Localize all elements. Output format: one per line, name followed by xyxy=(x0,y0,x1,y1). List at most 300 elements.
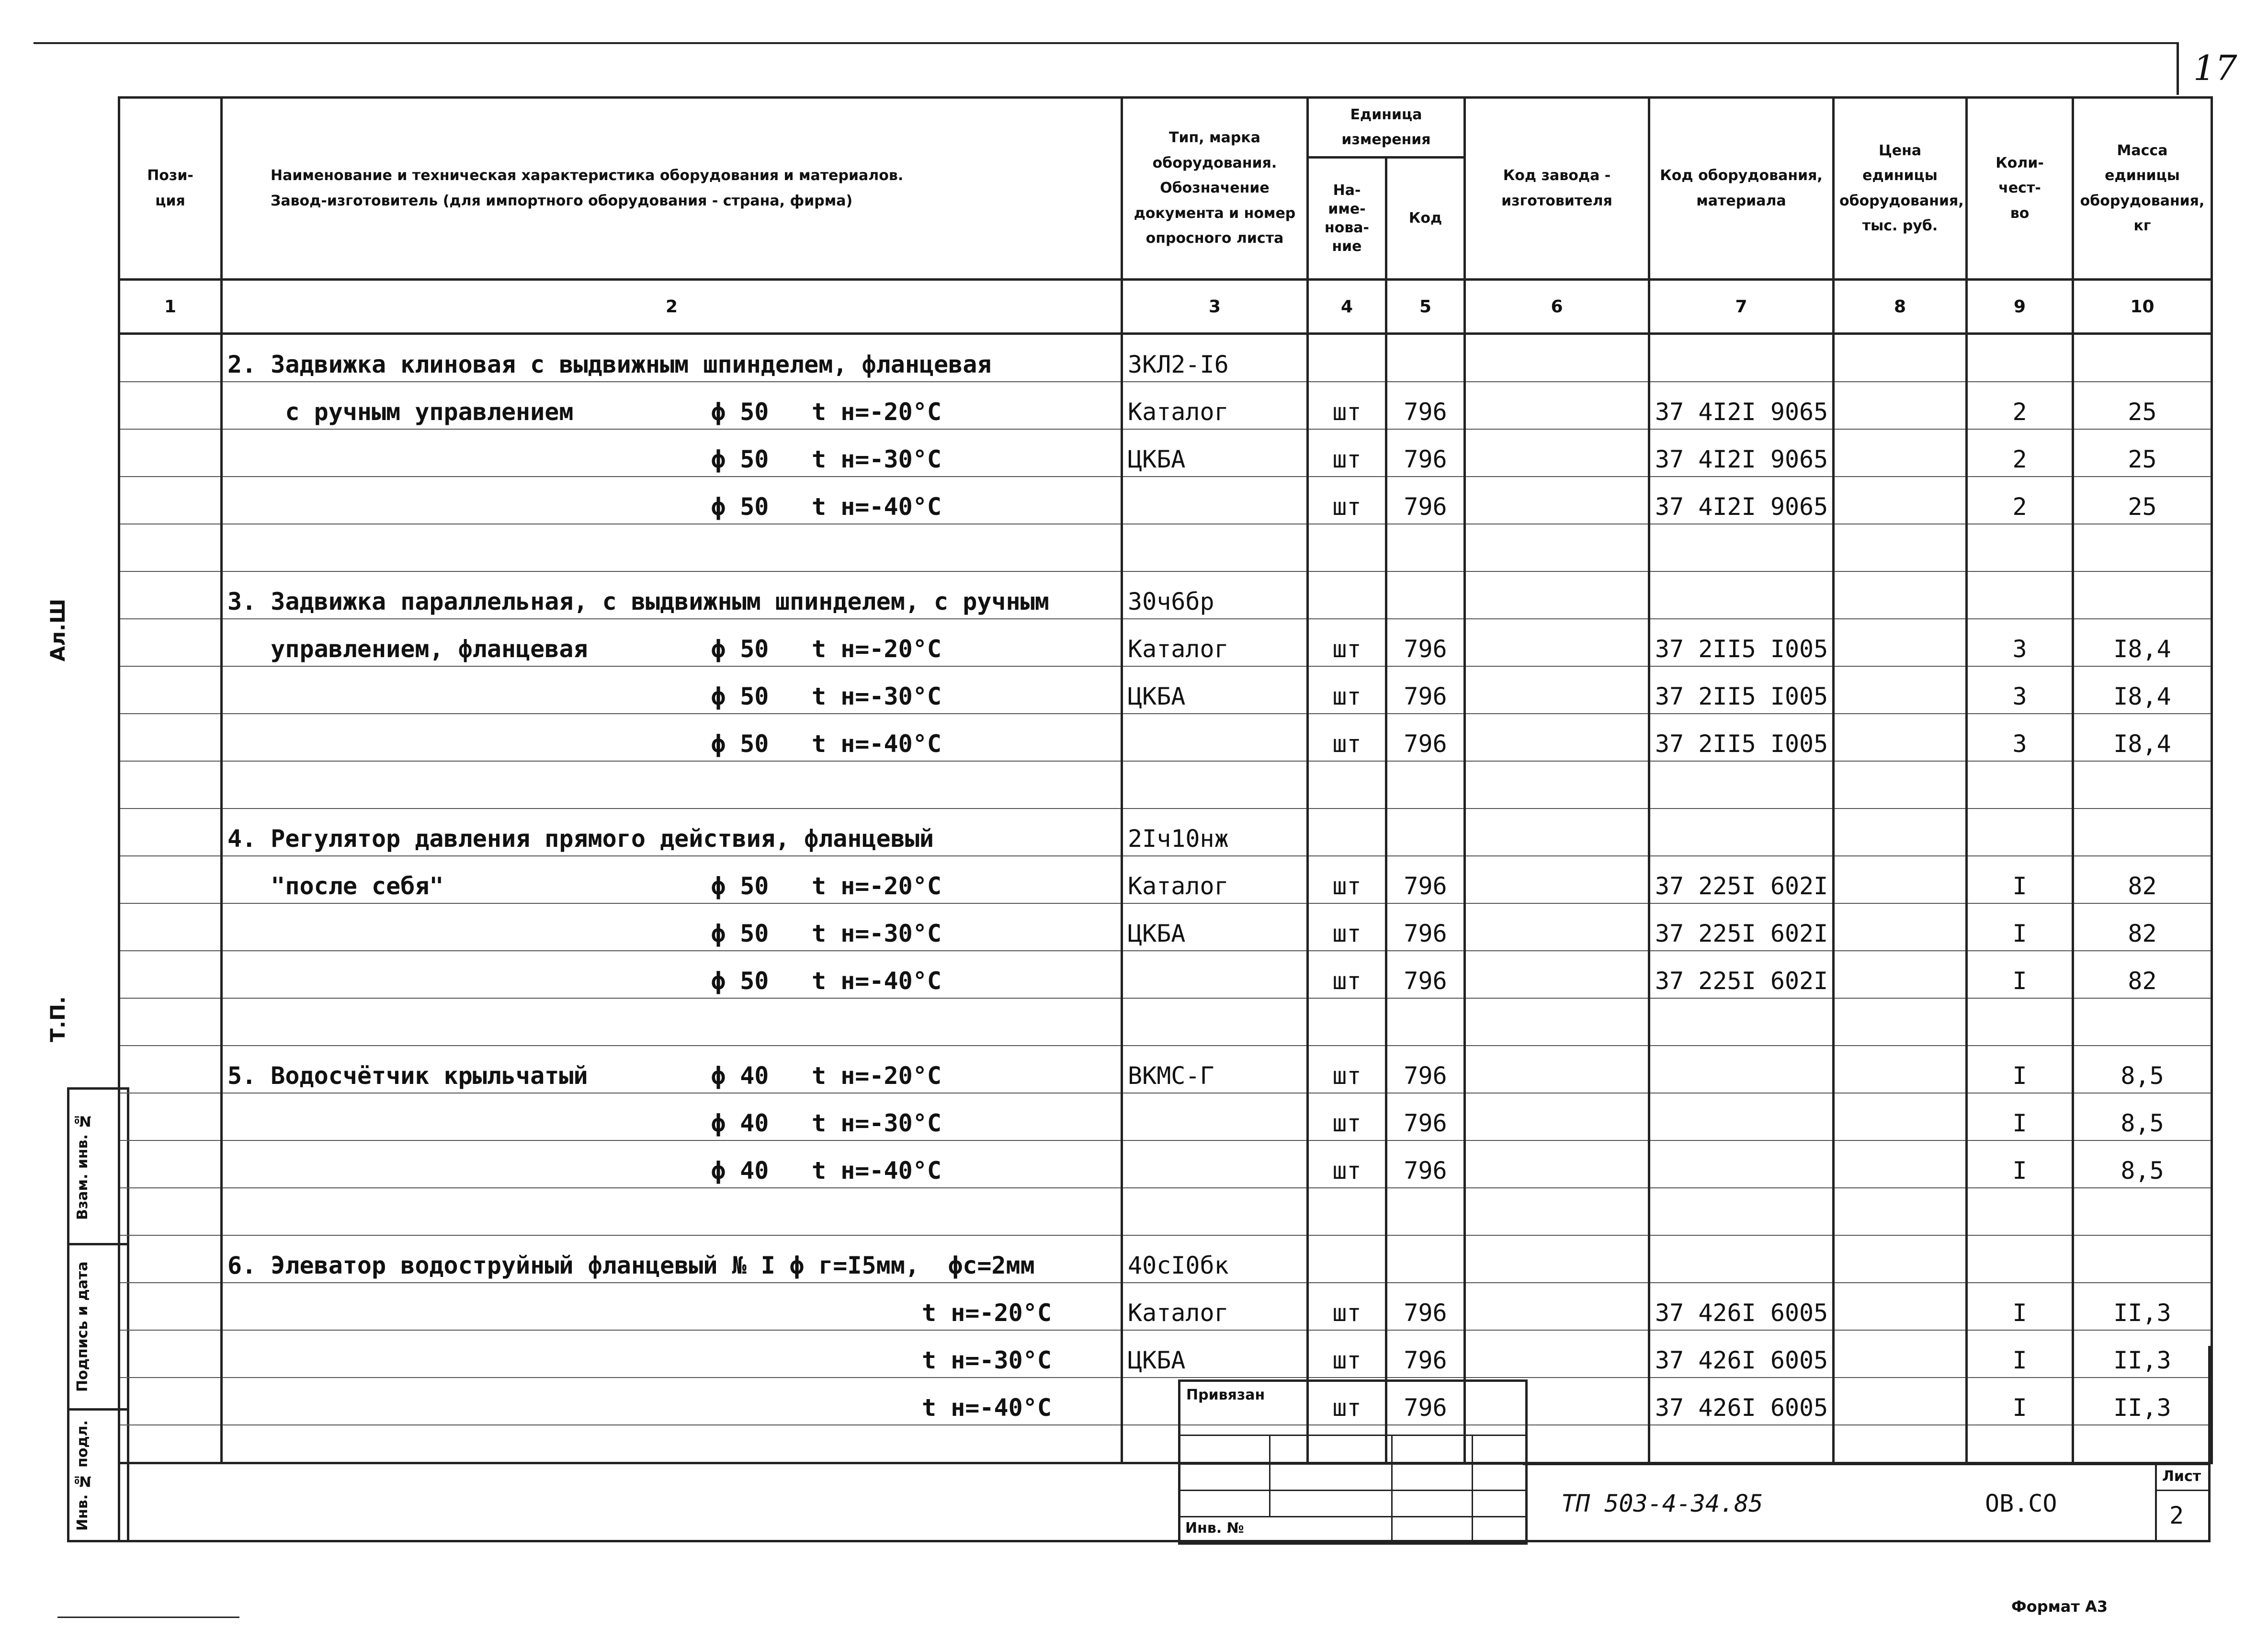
cell-mass: 82 xyxy=(2073,856,2212,903)
cell-factory-code xyxy=(1465,761,1649,809)
table-row xyxy=(119,761,2212,809)
format-label: Формат А3 xyxy=(2011,1597,2108,1616)
column-numbers-row xyxy=(119,280,2212,334)
cell-unit: шт xyxy=(1308,1378,1386,1425)
cell-mass: I8,4 xyxy=(2073,666,2212,714)
cell-name xyxy=(222,856,1122,903)
cell-name xyxy=(222,1093,1122,1140)
item-temperature: t н=-20°С xyxy=(922,1299,1052,1327)
cell-unit xyxy=(1308,571,1386,619)
cell-factory-code xyxy=(1465,619,1649,666)
cell-price xyxy=(1834,477,1967,524)
cell-price xyxy=(1834,429,1967,477)
cell-quantity xyxy=(1967,998,2073,1046)
item-diameter: ϕ 50 xyxy=(711,730,769,758)
cell-position xyxy=(119,619,222,666)
item-name: с ручным управлением xyxy=(227,398,574,426)
cell-price xyxy=(1834,1188,1967,1235)
cell-position xyxy=(119,571,222,619)
cell-equipment-code: 37 225I 602I xyxy=(1649,951,1834,998)
cell-name xyxy=(222,429,1122,477)
item-diameter: ϕ 40 xyxy=(711,1062,769,1090)
cell-unit: шт xyxy=(1308,903,1386,951)
cell-quantity: I xyxy=(1967,1093,2073,1140)
cell-unit xyxy=(1308,334,1386,382)
cell-equipment-code xyxy=(1649,809,1834,856)
table-row xyxy=(119,666,2212,714)
side-label-tp: Т.П. xyxy=(46,996,69,1042)
cell-equipment-code: 37 2II5 I005 xyxy=(1649,619,1834,666)
cell-unit-code: 796 xyxy=(1386,429,1465,477)
table-row xyxy=(119,1046,2212,1093)
cell-type: Каталог xyxy=(1122,382,1308,429)
document-mark: ОВ.СО xyxy=(1985,1490,2057,1517)
cell-price xyxy=(1834,334,1967,382)
cell-type xyxy=(1122,951,1308,998)
cell-unit: шт xyxy=(1308,1140,1386,1188)
cell-price xyxy=(1834,998,1967,1046)
cell-quantity: I xyxy=(1967,1283,2073,1330)
cell-mass: II,3 xyxy=(2073,1330,2212,1378)
cell-mass: 8,5 xyxy=(2073,1093,2212,1140)
stamp-privyazan-label: Привязан xyxy=(1186,1387,1265,1403)
cell-unit-code: 796 xyxy=(1386,666,1465,714)
cell-unit: шт xyxy=(1308,1046,1386,1093)
cell-name xyxy=(222,619,1122,666)
item-temperature: t н=-40°С xyxy=(812,1157,941,1185)
stamp-line xyxy=(1180,1516,1525,1517)
header-type: Тип, марка оборудования. Обозначение документа и номер опросного листа xyxy=(1122,98,1308,280)
cell-position xyxy=(119,998,222,1046)
cell-unit-code: 796 xyxy=(1386,619,1465,666)
cell-factory-code xyxy=(1465,1235,1649,1283)
cell-factory-code xyxy=(1465,382,1649,429)
cell-factory-code xyxy=(1465,666,1649,714)
col-num: 6 xyxy=(1465,280,1649,334)
cell-price xyxy=(1834,761,1967,809)
cell-factory-code xyxy=(1465,903,1649,951)
cell-factory-code xyxy=(1465,571,1649,619)
cell-position xyxy=(119,1425,222,1463)
cell-quantity xyxy=(1967,1188,2073,1235)
cell-equipment-code xyxy=(1649,524,1834,571)
table-row xyxy=(119,1235,2212,1283)
cell-factory-code xyxy=(1465,1330,1649,1378)
cell-unit-code xyxy=(1386,809,1465,856)
cell-position xyxy=(119,1140,222,1188)
cell-price xyxy=(1834,571,1967,619)
cell-quantity xyxy=(1967,761,2073,809)
cell-name xyxy=(222,761,1122,809)
table-row xyxy=(119,856,2212,903)
cell-mass: 8,5 xyxy=(2073,1046,2212,1093)
cell-position xyxy=(119,1046,222,1093)
cell-mass xyxy=(2073,761,2212,809)
cell-quantity: I xyxy=(1967,1140,2073,1188)
header-unit-name: На- име- нова- ние xyxy=(1308,158,1386,280)
header-mass: Масса единицы оборудования, кг xyxy=(2073,98,2212,280)
item-diameter: ϕ 50 xyxy=(711,683,769,710)
cell-name xyxy=(222,524,1122,571)
cell-position xyxy=(119,1330,222,1378)
cell-quantity: 2 xyxy=(1967,429,2073,477)
cell-quantity xyxy=(1967,1425,2073,1463)
list-number: 2 xyxy=(2169,1502,2184,1529)
cell-quantity: I xyxy=(1967,1046,2073,1093)
cell-price xyxy=(1834,1046,1967,1093)
cell-position xyxy=(119,477,222,524)
cell-factory-code xyxy=(1465,429,1649,477)
cell-unit-code: 796 xyxy=(1386,903,1465,951)
sheet-corner-line xyxy=(2177,42,2179,95)
cell-equipment-code xyxy=(1649,334,1834,382)
cell-price xyxy=(1834,524,1967,571)
cell-unit: шт xyxy=(1308,666,1386,714)
cell-price xyxy=(1834,714,1967,761)
cell-factory-code xyxy=(1465,524,1649,571)
specification-table xyxy=(118,96,2213,1464)
item-name: 4. Регулятор давления прямого действия, фланцевый xyxy=(227,825,934,853)
table-row xyxy=(119,1093,2212,1140)
cell-position xyxy=(119,429,222,477)
cell-type xyxy=(1122,761,1308,809)
cell-unit-code xyxy=(1386,761,1465,809)
table-row xyxy=(119,429,2212,477)
header-position: Пози- ция xyxy=(119,98,222,280)
cell-factory-code xyxy=(1465,1093,1649,1140)
cell-mass xyxy=(2073,524,2212,571)
cell-position xyxy=(119,856,222,903)
header-price: Цена единицы оборудования, тыс. руб. xyxy=(1834,98,1967,280)
cell-type: Каталог xyxy=(1122,1283,1308,1330)
cell-factory-code xyxy=(1465,477,1649,524)
cell-unit-code: 796 xyxy=(1386,1093,1465,1140)
cell-mass xyxy=(2073,571,2212,619)
cell-mass: II,3 xyxy=(2073,1378,2212,1425)
cell-price xyxy=(1834,809,1967,856)
header-name: Наименование и техническая характеристика оборудования и материалов. Завод-изготовитель (для импортного оборудования - страна, фирма) xyxy=(222,98,1122,280)
cell-name xyxy=(222,1188,1122,1235)
cell-type: 2Iч10нж xyxy=(1122,809,1308,856)
cell-price xyxy=(1834,1425,1967,1463)
cell-equipment-code: 37 225I 602I xyxy=(1649,903,1834,951)
cell-type xyxy=(1122,998,1308,1046)
cell-unit: шт xyxy=(1308,382,1386,429)
cell-equipment-code: 37 4I2I 9065 xyxy=(1649,382,1834,429)
cell-price xyxy=(1834,619,1967,666)
cell-factory-code xyxy=(1465,1046,1649,1093)
cell-equipment-code: 37 225I 602I xyxy=(1649,856,1834,903)
item-temperature: t н=-20°С xyxy=(812,635,941,663)
frame-bottom xyxy=(67,1540,2211,1542)
side-podp: Подпись и дата xyxy=(74,1261,91,1392)
table-row xyxy=(119,1140,2212,1188)
cell-position xyxy=(119,666,222,714)
cell-mass: II,3 xyxy=(2073,1283,2212,1330)
cell-type xyxy=(1122,1093,1308,1140)
cell-unit-code xyxy=(1386,1188,1465,1235)
cell-factory-code xyxy=(1465,951,1649,998)
cell-name xyxy=(222,1425,1122,1463)
cell-type: 30ч6бр xyxy=(1122,571,1308,619)
cell-equipment-code: 37 426I 6005 xyxy=(1649,1330,1834,1378)
cell-price xyxy=(1834,382,1967,429)
cell-unit-code: 796 xyxy=(1386,1283,1465,1330)
cell-mass: I8,4 xyxy=(2073,714,2212,761)
cell-price xyxy=(1834,1330,1967,1378)
cell-unit-code: 796 xyxy=(1386,856,1465,903)
cell-unit xyxy=(1308,761,1386,809)
table-row xyxy=(119,1283,2212,1330)
cell-unit xyxy=(1308,1235,1386,1283)
cell-name xyxy=(222,382,1122,429)
item-temperature: t н=-30°С xyxy=(812,445,941,473)
cell-quantity: I xyxy=(1967,1330,2073,1378)
bottom-left-rule xyxy=(57,1617,239,1618)
side-inv: Инв. № подл. xyxy=(74,1420,91,1531)
cell-unit: шт xyxy=(1308,1330,1386,1378)
cell-mass xyxy=(2073,1188,2212,1235)
stamp-line xyxy=(1180,1463,1525,1465)
cell-factory-code xyxy=(1465,334,1649,382)
cell-quantity: I xyxy=(1967,903,2073,951)
cell-price xyxy=(1834,856,1967,903)
cell-unit-code: 796 xyxy=(1386,714,1465,761)
cell-type: ЦКБА xyxy=(1122,666,1308,714)
item-temperature: t н=-40°С xyxy=(922,1394,1052,1422)
cell-quantity: I xyxy=(1967,951,2073,998)
cell-name xyxy=(222,1046,1122,1093)
cell-unit: шт xyxy=(1308,856,1386,903)
cell-price xyxy=(1834,903,1967,951)
cell-type xyxy=(1122,1140,1308,1188)
cell-unit: шт xyxy=(1308,429,1386,477)
table-row xyxy=(119,382,2212,429)
cell-position xyxy=(119,761,222,809)
cell-quantity: 3 xyxy=(1967,666,2073,714)
cell-type: Каталог xyxy=(1122,856,1308,903)
cell-equipment-code xyxy=(1649,1188,1834,1235)
cell-position xyxy=(119,1378,222,1425)
cell-mass xyxy=(2073,334,2212,382)
cell-price xyxy=(1834,951,1967,998)
cell-mass xyxy=(2073,998,2212,1046)
cell-position xyxy=(119,524,222,571)
cell-price xyxy=(1834,666,1967,714)
cell-equipment-code xyxy=(1649,1093,1834,1140)
cell-name xyxy=(222,334,1122,382)
frame-right-bottom xyxy=(2208,1346,2211,1542)
item-temperature: t н=-40°С xyxy=(812,967,941,995)
item-name: 5. Водосчётчик крыльчатый xyxy=(227,1062,588,1090)
item-name: управлением, фланцевая xyxy=(227,635,588,663)
cell-type: ЦКБА xyxy=(1122,903,1308,951)
col-num: 4 xyxy=(1308,280,1386,334)
item-temperature: t н=-20°С xyxy=(812,1062,941,1090)
cell-factory-code xyxy=(1465,856,1649,903)
cell-quantity xyxy=(1967,571,2073,619)
cell-unit-code: 796 xyxy=(1386,1140,1465,1188)
cell-type xyxy=(1122,524,1308,571)
cell-unit: шт xyxy=(1308,951,1386,998)
cell-quantity: 2 xyxy=(1967,477,2073,524)
cell-position xyxy=(119,334,222,382)
cell-unit: шт xyxy=(1308,477,1386,524)
cell-name xyxy=(222,1140,1122,1188)
document-code: ТП 503-4-34.85 xyxy=(1561,1490,1763,1517)
col-num: 7 xyxy=(1649,280,1834,334)
cell-mass: 25 xyxy=(2073,429,2212,477)
cell-name xyxy=(222,951,1122,998)
cell-position xyxy=(119,1283,222,1330)
table-row xyxy=(119,1330,2212,1378)
cell-name xyxy=(222,714,1122,761)
stamp-line xyxy=(1269,1435,1270,1516)
table-row xyxy=(119,477,2212,524)
cell-equipment-code: 37 4I2I 9065 xyxy=(1649,477,1834,524)
item-diameter: ϕ 50 xyxy=(711,920,769,947)
cell-name xyxy=(222,1330,1122,1378)
top-rule xyxy=(34,42,2179,44)
cell-unit-code: 796 xyxy=(1386,1046,1465,1093)
cell-name xyxy=(222,477,1122,524)
cell-type: ЦКБА xyxy=(1122,1330,1308,1378)
cell-name xyxy=(222,809,1122,856)
cell-factory-code xyxy=(1465,1140,1649,1188)
cell-type: ВКМС-Г xyxy=(1122,1046,1308,1093)
cell-name xyxy=(222,1378,1122,1425)
table-row xyxy=(119,714,2212,761)
col-num: 8 xyxy=(1834,280,1967,334)
cell-equipment-code: 37 426I 6005 xyxy=(1649,1283,1834,1330)
cell-quantity: I xyxy=(1967,1378,2073,1425)
cell-quantity: I xyxy=(1967,856,2073,903)
table-row xyxy=(119,951,2212,998)
item-diameter: ϕ 50 xyxy=(711,445,769,473)
item-name: 3. Задвижка параллельная, с выдвижным шпинделем, с ручным xyxy=(227,588,1049,615)
header-factory-code: Код завода - изготовителя xyxy=(1465,98,1649,280)
cell-unit xyxy=(1308,998,1386,1046)
cell-type xyxy=(1122,714,1308,761)
col-num: 1 xyxy=(119,280,222,334)
cell-unit-code xyxy=(1386,571,1465,619)
side-label-al: Ал.Ш xyxy=(46,599,69,662)
cell-equipment-code xyxy=(1649,1140,1834,1188)
header-quantity: Коли- чест- во xyxy=(1967,98,2073,280)
table-row xyxy=(119,1425,2212,1463)
cell-mass: 25 xyxy=(2073,477,2212,524)
item-temperature: t н=-30°С xyxy=(812,920,941,947)
item-temperature: t н=-20°С xyxy=(812,398,941,426)
col-num: 10 xyxy=(2073,280,2212,334)
title-block-top xyxy=(1523,1463,2211,1465)
cell-mass: 82 xyxy=(2073,903,2212,951)
cell-name xyxy=(222,666,1122,714)
stamp-inv-label: Инв. № xyxy=(1185,1520,1244,1537)
cell-unit xyxy=(1308,524,1386,571)
stamp-privyazan xyxy=(1178,1379,1528,1545)
item-name: 6. Элеватор водоструйный фланцевый № I ϕ г=I5мм, ϕс=2мм xyxy=(227,1252,1035,1279)
cell-equipment-code: 37 2II5 I005 xyxy=(1649,666,1834,714)
sheet-number: 17 xyxy=(2193,48,2237,88)
col-num: 2 xyxy=(222,280,1122,334)
cell-unit-code xyxy=(1386,524,1465,571)
cell-price xyxy=(1834,1140,1967,1188)
cell-position xyxy=(119,903,222,951)
item-diameter: ϕ 50 xyxy=(711,635,769,663)
table-row xyxy=(119,809,2212,856)
item-diameter: ϕ 50 xyxy=(711,967,769,995)
cell-unit-code xyxy=(1386,334,1465,382)
cell-type: Каталог xyxy=(1122,619,1308,666)
col-num: 3 xyxy=(1122,280,1308,334)
cell-position xyxy=(119,951,222,998)
cell-mass: I8,4 xyxy=(2073,619,2212,666)
cell-unit-code: 796 xyxy=(1386,951,1465,998)
item-temperature: t н=-30°С xyxy=(812,683,941,710)
item-diameter: ϕ 50 xyxy=(711,493,769,521)
cell-position xyxy=(119,1093,222,1140)
col-num: 9 xyxy=(1967,280,2073,334)
cell-type: 40сI0бк xyxy=(1122,1235,1308,1283)
cell-position xyxy=(119,382,222,429)
stamp-line xyxy=(1472,1435,1473,1542)
cell-mass xyxy=(2073,809,2212,856)
item-temperature: t н=-40°С xyxy=(812,493,941,521)
list-label: Лист xyxy=(2162,1468,2201,1485)
side-vzam: Взам. инв. № xyxy=(74,1112,91,1220)
cell-equipment-code: 37 2II5 I005 xyxy=(1649,714,1834,761)
header-equipment-code: Код оборудования, материала xyxy=(1649,98,1834,280)
cell-type: ЦКБА xyxy=(1122,429,1308,477)
cell-quantity xyxy=(1967,1235,2073,1283)
header-unit: Единица измерения xyxy=(1308,98,1465,158)
cell-type: ЗКЛ2-I6 xyxy=(1122,334,1308,382)
cell-price xyxy=(1834,1235,1967,1283)
cell-equipment-code xyxy=(1649,761,1834,809)
cell-equipment-code xyxy=(1649,1235,1834,1283)
item-diameter: ϕ 40 xyxy=(711,1157,769,1185)
table-row xyxy=(119,619,2212,666)
col-num: 5 xyxy=(1386,280,1465,334)
table-row xyxy=(119,571,2212,619)
table-row xyxy=(119,334,2212,382)
cell-price xyxy=(1834,1378,1967,1425)
cell-name xyxy=(222,903,1122,951)
cell-equipment-code: 37 4I2I 9065 xyxy=(1649,429,1834,477)
table-row xyxy=(119,903,2212,951)
cell-mass: 82 xyxy=(2073,951,2212,998)
cell-quantity xyxy=(1967,809,2073,856)
table-row xyxy=(119,1188,2212,1235)
cell-factory-code xyxy=(1465,998,1649,1046)
item-diameter: ϕ 40 xyxy=(711,1109,769,1137)
cell-unit-code: 796 xyxy=(1386,1378,1465,1425)
cell-equipment-code xyxy=(1649,1046,1834,1093)
cell-quantity: 3 xyxy=(1967,714,2073,761)
table-row xyxy=(119,1378,2212,1425)
cell-unit-code: 796 xyxy=(1386,1330,1465,1378)
cell-unit-code xyxy=(1386,1235,1465,1283)
item-temperature: t н=-30°С xyxy=(812,1109,941,1137)
list-box-left xyxy=(2155,1463,2157,1540)
cell-price xyxy=(1834,1093,1967,1140)
cell-position xyxy=(119,809,222,856)
cell-mass xyxy=(2073,1235,2212,1283)
cell-equipment-code xyxy=(1649,1425,1834,1463)
cell-unit: шт xyxy=(1308,1283,1386,1330)
item-name: "после себя" xyxy=(227,872,444,900)
